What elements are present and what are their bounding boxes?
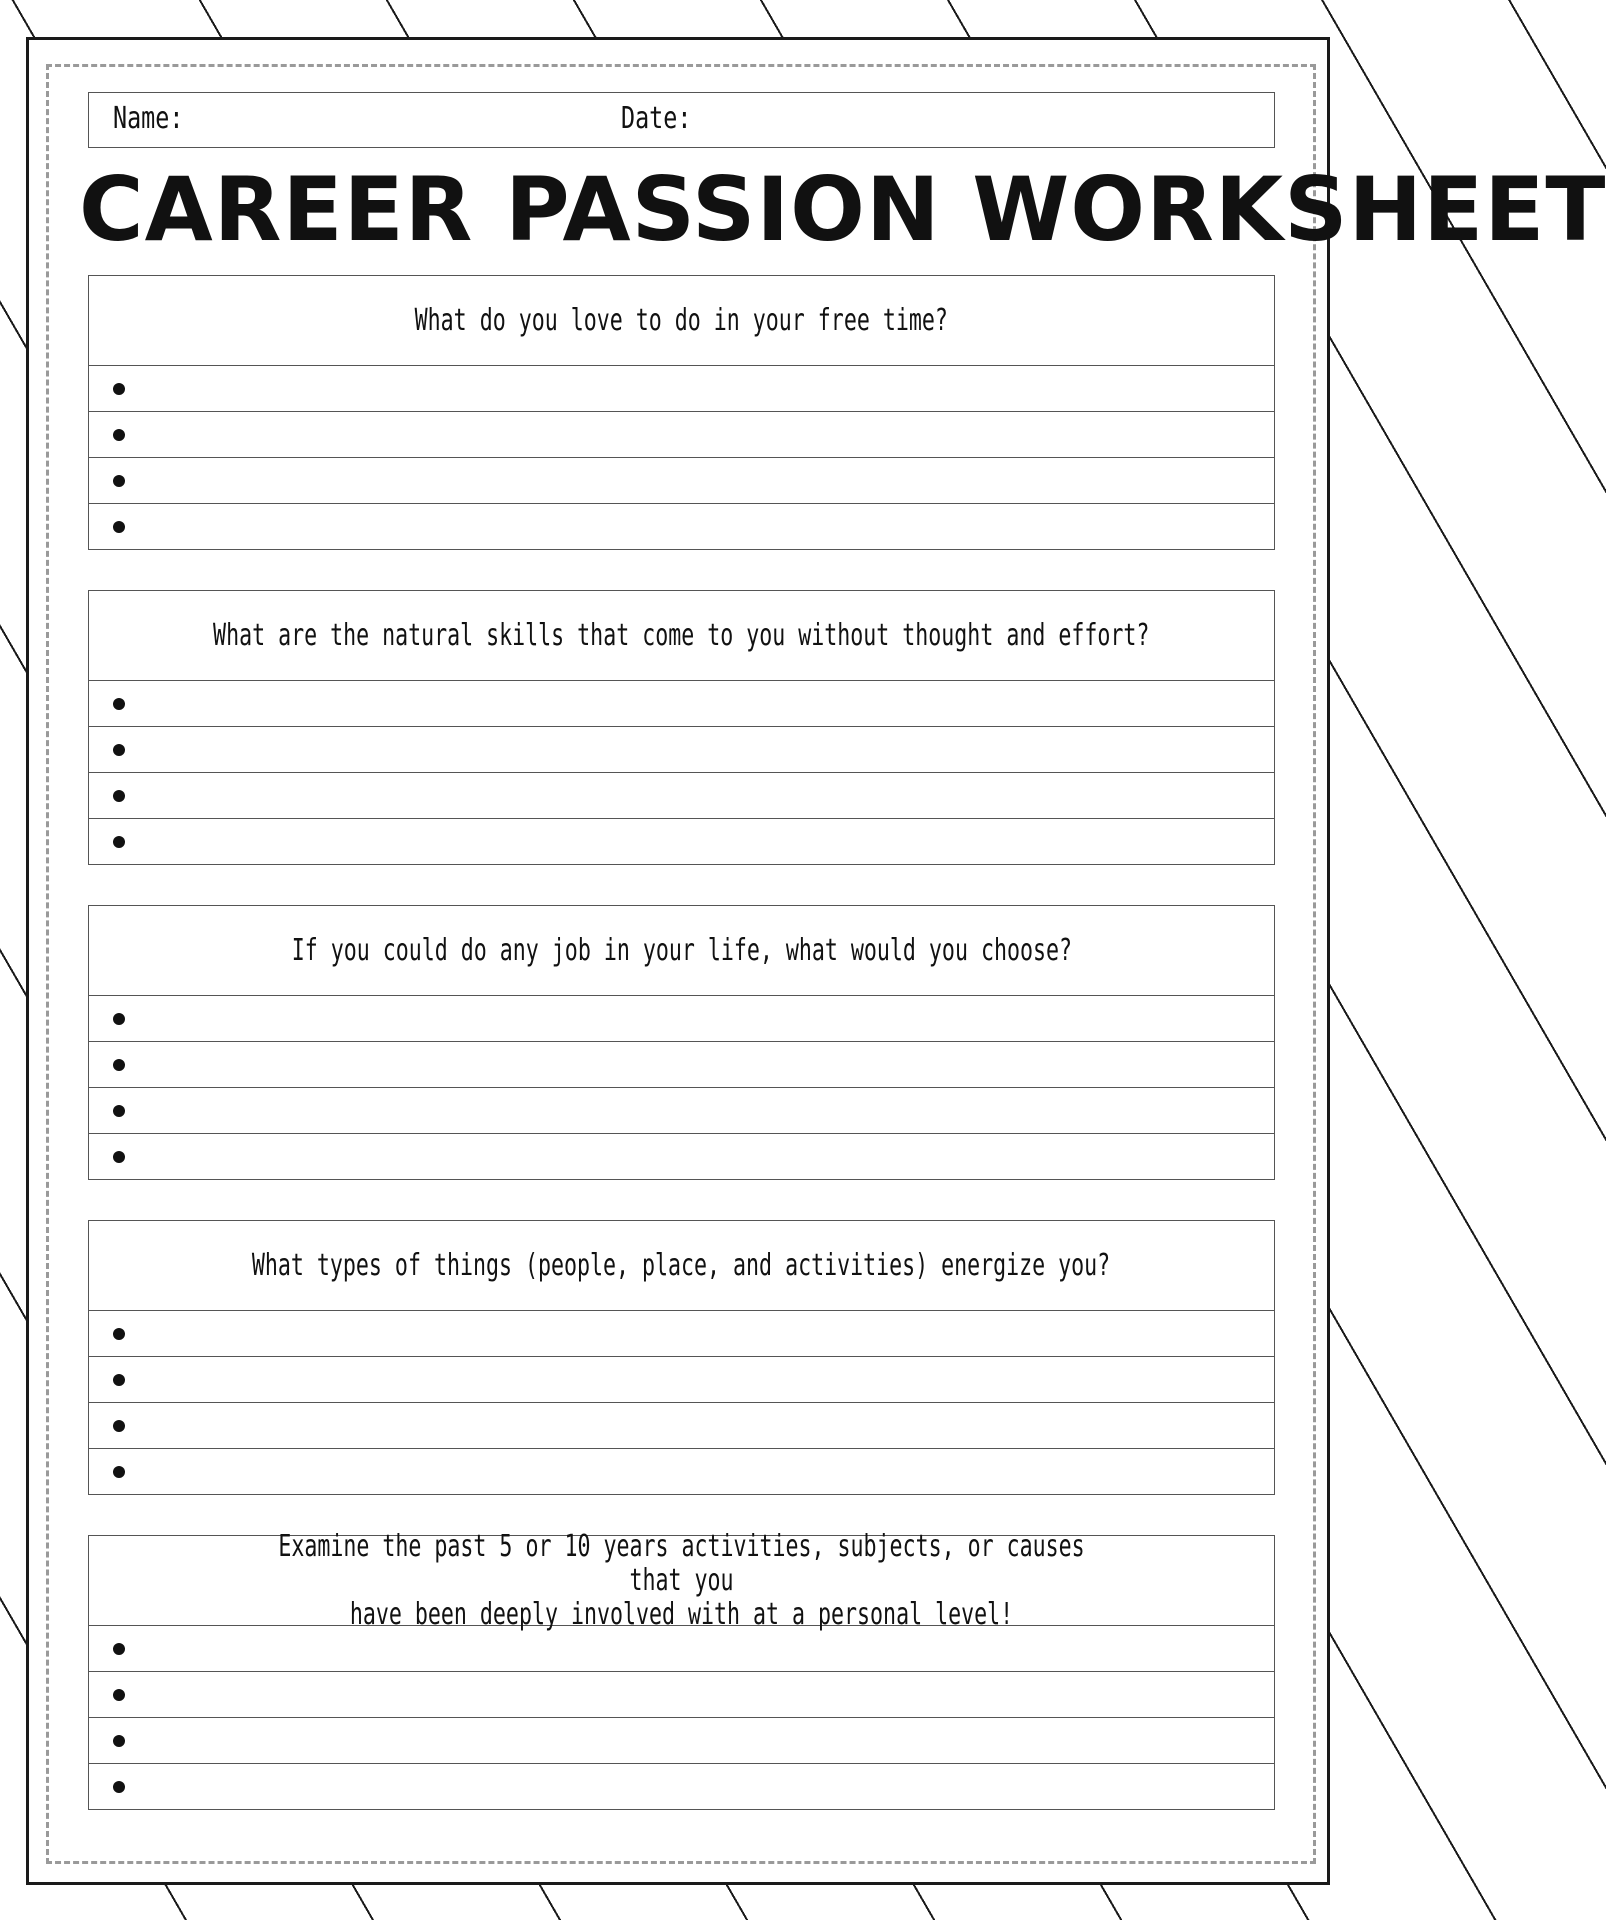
answer-line[interactable] <box>89 504 1274 550</box>
answer-line[interactable] <box>89 412 1274 458</box>
question-label: If you could do any job in your life, what would you choose? <box>291 932 1072 968</box>
question-text <box>89 1221 1274 1311</box>
question-section-2 <box>88 590 1275 865</box>
bullet-icon <box>113 1328 125 1340</box>
bullet-icon <box>113 744 125 756</box>
answer-line[interactable] <box>89 1718 1274 1764</box>
question-label: What are the natural skills that come to you without thought and effort? <box>213 617 1150 653</box>
answer-line[interactable] <box>89 996 1274 1042</box>
answer-line[interactable] <box>89 1311 1274 1357</box>
question-label: What do you love to do in your free time? <box>414 302 949 338</box>
question-section-3 <box>88 905 1275 1180</box>
bullet-icon <box>113 429 125 441</box>
bullet-icon <box>113 1374 125 1386</box>
answer-line[interactable] <box>89 366 1274 412</box>
question-label: Examine the past 5 or 10 years activities, subjects, or causes that you have been deeply involved with at a personal level! <box>278 1528 1085 1632</box>
answer-line[interactable] <box>89 1626 1274 1672</box>
answer-line[interactable] <box>89 819 1274 865</box>
answer-line[interactable] <box>89 1042 1274 1088</box>
worksheet-title: CAREER PASSION WORKSHEET <box>79 158 1606 261</box>
answer-line[interactable] <box>89 727 1274 773</box>
question-section-4 <box>88 1220 1275 1495</box>
answer-line[interactable] <box>89 1134 1274 1180</box>
bullet-icon <box>113 1013 125 1025</box>
bullet-icon <box>113 1643 125 1655</box>
answer-line[interactable] <box>89 1357 1274 1403</box>
question-label: What types of things (people, place, and activities) energize you? <box>252 1247 1111 1283</box>
worksheet-page <box>26 37 1606 1885</box>
bullet-icon <box>113 1735 125 1747</box>
bullet-icon <box>113 1689 125 1701</box>
bullet-icon <box>113 790 125 802</box>
bullet-icon <box>113 1466 125 1478</box>
answer-line[interactable] <box>89 458 1274 504</box>
answer-line[interactable] <box>89 773 1274 819</box>
answer-line[interactable] <box>89 1088 1274 1134</box>
bullet-icon <box>113 521 125 533</box>
question-section-5 <box>88 1528 1275 1810</box>
question-text <box>89 906 1274 996</box>
bullet-icon <box>113 1059 125 1071</box>
name-label: Name: <box>113 101 184 136</box>
answer-line[interactable] <box>89 1764 1274 1810</box>
question-text <box>89 591 1274 681</box>
question-text <box>89 1528 1274 1632</box>
answer-line[interactable] <box>89 1403 1274 1449</box>
bullet-icon <box>113 1151 125 1163</box>
date-label: Date: <box>621 101 692 136</box>
question-text <box>89 276 1274 366</box>
question-section-1 <box>88 275 1275 550</box>
bullet-icon <box>113 836 125 848</box>
name-date-bar <box>88 92 1275 148</box>
bullet-icon <box>113 475 125 487</box>
bullet-icon <box>113 1781 125 1793</box>
answer-line[interactable] <box>89 681 1274 727</box>
bullet-icon <box>113 1105 125 1117</box>
answer-line[interactable] <box>89 1672 1274 1718</box>
bullet-icon <box>113 1420 125 1432</box>
bullet-icon <box>113 383 125 395</box>
bullet-icon <box>113 698 125 710</box>
answer-line[interactable] <box>89 1449 1274 1495</box>
